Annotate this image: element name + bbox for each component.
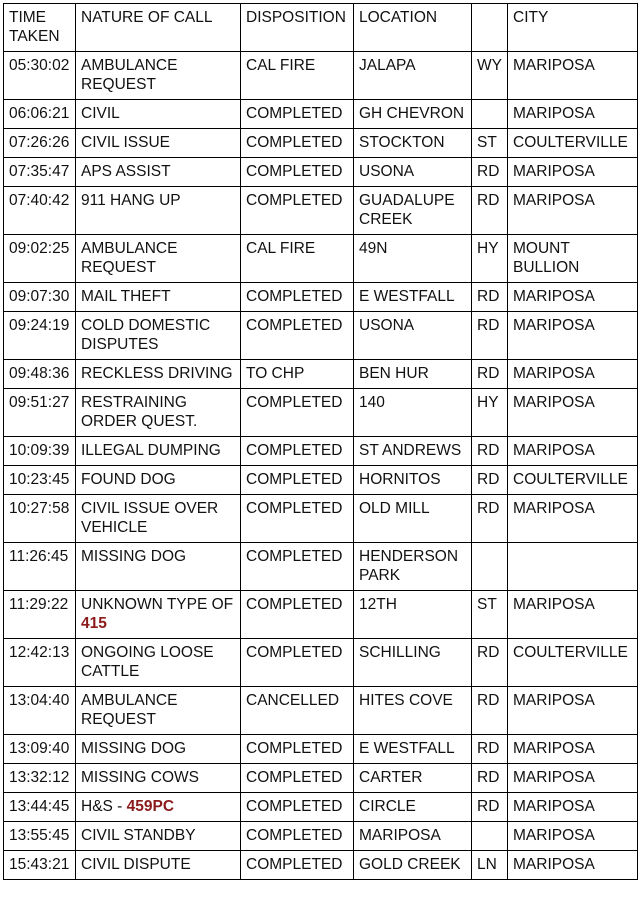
cell-time xyxy=(4,851,76,880)
cell-nature xyxy=(76,495,241,543)
cell-disposition-text: COMPLETED xyxy=(246,442,343,459)
cell-city xyxy=(508,235,638,283)
cell-time-text: 09:24:19 xyxy=(9,317,70,334)
cell-time-text: 09:07:30 xyxy=(9,288,70,305)
cell-location-text: BEN HUR xyxy=(359,365,429,382)
cell-time-text: 10:09:39 xyxy=(9,442,70,459)
cell-city xyxy=(508,687,638,735)
cell-location-text: 12TH xyxy=(359,596,397,613)
table-row xyxy=(4,639,638,687)
cell-city-text: MOUNT BULLION xyxy=(513,240,580,276)
cell-disposition-text: CAL FIRE xyxy=(246,240,316,257)
cell-city xyxy=(508,591,638,639)
cell-nature-text: APS ASSIST xyxy=(81,163,171,180)
cell-time-text: 13:04:40 xyxy=(9,692,70,709)
cell-disposition xyxy=(241,389,354,437)
cell-location-text: 140 xyxy=(359,394,385,411)
cell-location-text: HITES COVE xyxy=(359,692,453,709)
cell-location-text: HORNITOS xyxy=(359,471,441,488)
header-road-type xyxy=(472,4,508,52)
cell-city xyxy=(508,100,638,129)
cell-time-text: 13:32:12 xyxy=(9,769,70,786)
cell-time-text: 12:42:13 xyxy=(9,644,70,661)
cell-road-type-text: ST xyxy=(477,596,497,613)
cell-disposition xyxy=(241,764,354,793)
cell-city-text: MARIPOSA xyxy=(513,798,595,815)
cell-nature xyxy=(76,687,241,735)
cell-city-text: MARIPOSA xyxy=(513,105,595,122)
table-row xyxy=(4,466,638,495)
cell-location xyxy=(354,187,472,235)
cell-location xyxy=(354,235,472,283)
header-location: LOCATION xyxy=(354,4,472,52)
cell-road-type xyxy=(472,52,508,100)
cell-disposition-text: CAL FIRE xyxy=(246,57,316,74)
cell-nature-text: ONGOING LOOSE CATTLE xyxy=(81,644,214,680)
cell-location xyxy=(354,822,472,851)
cell-time-text: 13:55:45 xyxy=(9,827,70,844)
cell-city-text: MARIPOSA xyxy=(513,692,595,709)
cell-city xyxy=(508,764,638,793)
cell-disposition xyxy=(241,100,354,129)
penal-code-text: 415 xyxy=(81,615,107,632)
cell-nature xyxy=(76,735,241,764)
cell-road-type xyxy=(472,495,508,543)
penal-code-text: 459PC xyxy=(126,798,175,815)
cell-location-text: OLD MILL xyxy=(359,500,430,517)
cell-location xyxy=(354,52,472,100)
cell-city-text: MARIPOSA xyxy=(513,192,595,209)
cell-time xyxy=(4,639,76,687)
cell-time-text: 07:35:47 xyxy=(9,163,70,180)
cell-road-type xyxy=(472,283,508,312)
cell-city-text: MARIPOSA xyxy=(513,856,595,873)
cell-time xyxy=(4,100,76,129)
cell-location-text: CIRCLE xyxy=(359,798,416,815)
cell-disposition xyxy=(241,851,354,880)
table-row xyxy=(4,52,638,100)
cell-disposition-text: COMPLETED xyxy=(246,134,343,151)
cell-city xyxy=(508,312,638,360)
cell-city-text: MARIPOSA xyxy=(513,288,595,305)
cell-city-text: MARIPOSA xyxy=(513,596,595,613)
cell-disposition-text: COMPLETED xyxy=(246,740,343,757)
cell-nature-text: CIVIL DISPUTE xyxy=(81,856,191,873)
table-row xyxy=(4,591,638,639)
cell-time-text: 09:51:27 xyxy=(9,394,70,411)
table-row xyxy=(4,158,638,187)
header-disposition: DISPOSITION xyxy=(241,4,354,52)
cell-city xyxy=(508,543,638,591)
table-row xyxy=(4,235,638,283)
call-log-body xyxy=(4,52,638,880)
table-row xyxy=(4,129,638,158)
cell-time xyxy=(4,187,76,235)
table-row xyxy=(4,764,638,793)
cell-disposition xyxy=(241,158,354,187)
cell-road-type xyxy=(472,851,508,880)
cell-location-text: E WESTFALL xyxy=(359,740,455,757)
call-log-table xyxy=(3,3,638,880)
cell-nature-text: AMBULANCE REQUEST xyxy=(81,240,178,276)
cell-road-type xyxy=(472,591,508,639)
cell-city xyxy=(508,851,638,880)
cell-time-text: 07:40:42 xyxy=(9,192,70,209)
cell-city-text: MARIPOSA xyxy=(513,163,595,180)
header-nature-of-call: NATURE OF CALL xyxy=(76,4,241,52)
cell-nature xyxy=(76,437,241,466)
cell-city xyxy=(508,735,638,764)
cell-road-type xyxy=(472,389,508,437)
cell-location xyxy=(354,100,472,129)
cell-time-text: 10:23:45 xyxy=(9,471,70,488)
cell-city xyxy=(508,389,638,437)
cell-city xyxy=(508,822,638,851)
cell-nature xyxy=(76,389,241,437)
table-row xyxy=(4,851,638,880)
cell-time xyxy=(4,687,76,735)
cell-time xyxy=(4,466,76,495)
cell-time xyxy=(4,389,76,437)
cell-road-type-text: RD xyxy=(477,644,500,661)
cell-road-type-text: RD xyxy=(477,471,500,488)
cell-nature xyxy=(76,235,241,283)
cell-nature-text: COLD DOMESTIC DISPUTES xyxy=(81,317,211,353)
cell-disposition-text: COMPLETED xyxy=(246,500,343,517)
cell-location xyxy=(354,687,472,735)
cell-time-text: 11:29:22 xyxy=(9,596,69,613)
cell-nature-text: ILLEGAL DUMPING xyxy=(81,442,221,459)
cell-nature-text: CIVIL ISSUE xyxy=(81,134,171,151)
cell-disposition xyxy=(241,437,354,466)
cell-disposition xyxy=(241,129,354,158)
header-row xyxy=(4,4,638,52)
cell-road-type xyxy=(472,437,508,466)
cell-city-text: MARIPOSA xyxy=(513,57,595,74)
cell-road-type xyxy=(472,735,508,764)
cell-road-type-text: LN xyxy=(477,856,497,873)
cell-disposition-text: COMPLETED xyxy=(246,288,343,305)
cell-city xyxy=(508,283,638,312)
cell-road-type-text: RD xyxy=(477,769,500,786)
cell-road-type-text: RD xyxy=(477,442,500,459)
cell-disposition xyxy=(241,466,354,495)
cell-location-text: STOCKTON xyxy=(359,134,445,151)
cell-city-text: MARIPOSA xyxy=(513,769,595,786)
table-row xyxy=(4,793,638,822)
cell-location xyxy=(354,129,472,158)
cell-city xyxy=(508,129,638,158)
cell-road-type-text: HY xyxy=(477,394,499,411)
table-row xyxy=(4,495,638,543)
cell-disposition xyxy=(241,283,354,312)
cell-road-type xyxy=(472,360,508,389)
cell-disposition-text: COMPLETED xyxy=(246,798,343,815)
cell-disposition-text: TO CHP xyxy=(246,365,305,382)
cell-disposition xyxy=(241,360,354,389)
cell-road-type xyxy=(472,129,508,158)
cell-time xyxy=(4,312,76,360)
cell-city xyxy=(508,495,638,543)
cell-nature xyxy=(76,52,241,100)
cell-time xyxy=(4,283,76,312)
cell-location-text: USONA xyxy=(359,163,415,180)
cell-road-type-text: RD xyxy=(477,163,500,180)
cell-time xyxy=(4,52,76,100)
cell-nature xyxy=(76,543,241,591)
cell-disposition xyxy=(241,495,354,543)
cell-location xyxy=(354,543,472,591)
cell-disposition xyxy=(241,235,354,283)
cell-road-type xyxy=(472,187,508,235)
cell-city xyxy=(508,360,638,389)
cell-disposition-text: COMPLETED xyxy=(246,769,343,786)
cell-city-text: MARIPOSA xyxy=(513,317,595,334)
cell-location-text: ST ANDREWS xyxy=(359,442,462,459)
cell-road-type xyxy=(472,312,508,360)
cell-city xyxy=(508,187,638,235)
cell-disposition-text: COMPLETED xyxy=(246,856,343,873)
cell-time-text: 13:09:40 xyxy=(9,740,70,757)
cell-road-type xyxy=(472,639,508,687)
cell-nature xyxy=(76,100,241,129)
cell-location xyxy=(354,793,472,822)
cell-time xyxy=(4,129,76,158)
cell-time-text: 15:43:21 xyxy=(9,856,70,873)
cell-nature xyxy=(76,793,241,822)
cell-location xyxy=(354,735,472,764)
cell-city xyxy=(508,793,638,822)
cell-city xyxy=(508,158,638,187)
cell-disposition-text: COMPLETED xyxy=(246,596,343,613)
cell-location xyxy=(354,639,472,687)
cell-location xyxy=(354,360,472,389)
cell-time xyxy=(4,591,76,639)
cell-disposition xyxy=(241,822,354,851)
cell-location-text: GUADALUPE CREEK xyxy=(359,192,455,228)
cell-time xyxy=(4,437,76,466)
cell-nature-text: 911 HANG UP xyxy=(81,192,181,209)
cell-disposition xyxy=(241,543,354,591)
cell-city-text: MARIPOSA xyxy=(513,442,595,459)
cell-nature-text: MAIL THEFT xyxy=(81,288,171,305)
cell-disposition xyxy=(241,735,354,764)
cell-nature xyxy=(76,158,241,187)
cell-disposition xyxy=(241,687,354,735)
cell-city-text: MARIPOSA xyxy=(513,394,595,411)
cell-location xyxy=(354,389,472,437)
cell-time xyxy=(4,495,76,543)
cell-city-text: COULTERVILLE xyxy=(513,644,628,661)
cell-city-text: COULTERVILLE xyxy=(513,471,628,488)
cell-location-text: 49N xyxy=(359,240,388,257)
cell-road-type-text: RD xyxy=(477,317,500,334)
cell-disposition-text: COMPLETED xyxy=(246,471,343,488)
cell-time xyxy=(4,735,76,764)
cell-location xyxy=(354,851,472,880)
cell-location xyxy=(354,312,472,360)
cell-nature-text: FOUND DOG xyxy=(81,471,176,488)
cell-location-text: CARTER xyxy=(359,769,423,786)
table-row xyxy=(4,735,638,764)
cell-nature xyxy=(76,312,241,360)
cell-nature-text: AMBULANCE REQUEST xyxy=(81,692,178,728)
cell-city xyxy=(508,52,638,100)
cell-disposition-text: CANCELLED xyxy=(246,692,340,709)
cell-location-text: SCHILLING xyxy=(359,644,441,661)
cell-city xyxy=(508,466,638,495)
cell-nature xyxy=(76,283,241,312)
cell-road-type xyxy=(472,822,508,851)
cell-road-type-text: RD xyxy=(477,365,500,382)
cell-nature-text: RECKLESS DRIVING xyxy=(81,365,233,382)
cell-city-text: MARIPOSA xyxy=(513,500,595,517)
cell-time-text: 13:44:45 xyxy=(9,798,70,815)
cell-city xyxy=(508,437,638,466)
cell-nature-text: UNKNOWN TYPE OF xyxy=(81,596,234,613)
cell-nature xyxy=(76,360,241,389)
cell-time-text: 11:26:45 xyxy=(9,548,69,565)
cell-city-text: MARIPOSA xyxy=(513,740,595,757)
cell-time xyxy=(4,360,76,389)
cell-location-text: USONA xyxy=(359,317,415,334)
cell-disposition-text: COMPLETED xyxy=(246,644,343,661)
cell-location xyxy=(354,158,472,187)
cell-location-text: HENDERSON PARK xyxy=(359,548,459,584)
cell-nature xyxy=(76,466,241,495)
cell-nature xyxy=(76,591,241,639)
cell-disposition-text: COMPLETED xyxy=(246,394,343,411)
table-row xyxy=(4,312,638,360)
cell-time xyxy=(4,543,76,591)
cell-road-type xyxy=(472,235,508,283)
cell-disposition xyxy=(241,591,354,639)
cell-road-type-text: WY xyxy=(477,57,502,74)
cell-nature-text: MISSING COWS xyxy=(81,769,199,786)
cell-nature-text: AMBULANCE REQUEST xyxy=(81,57,178,93)
cell-location-text: MARIPOSA xyxy=(359,827,441,844)
cell-time-text: 05:30:02 xyxy=(9,57,70,74)
cell-disposition-text: COMPLETED xyxy=(246,827,343,844)
cell-time xyxy=(4,822,76,851)
cell-nature xyxy=(76,129,241,158)
cell-disposition-text: COMPLETED xyxy=(246,105,343,122)
cell-road-type xyxy=(472,793,508,822)
cell-road-type-text: RD xyxy=(477,692,500,709)
cell-disposition-text: COMPLETED xyxy=(246,548,343,565)
cell-location xyxy=(354,495,472,543)
cell-time-text: 10:27:58 xyxy=(9,500,70,517)
cell-time-text: 09:02:25 xyxy=(9,240,70,257)
cell-road-type-text: ST xyxy=(477,134,497,151)
cell-disposition-text: COMPLETED xyxy=(246,163,343,180)
table-row xyxy=(4,100,638,129)
cell-nature-text: MISSING DOG xyxy=(81,548,187,565)
cell-city-text: MARIPOSA xyxy=(513,365,595,382)
cell-road-type xyxy=(472,100,508,129)
cell-nature xyxy=(76,187,241,235)
cell-nature-text: RESTRAINING ORDER QUEST. xyxy=(81,394,198,430)
cell-city-text: MARIPOSA xyxy=(513,827,595,844)
cell-city xyxy=(508,639,638,687)
cell-time-text: 06:06:21 xyxy=(9,105,70,122)
table-row xyxy=(4,543,638,591)
cell-road-type-text: RD xyxy=(477,192,500,209)
cell-nature-text: CIVIL STANDBY xyxy=(81,827,196,844)
table-row xyxy=(4,187,638,235)
cell-road-type xyxy=(472,543,508,591)
header-time-taken: TIME TAKEN xyxy=(4,4,76,52)
cell-nature-text: H&S - xyxy=(81,798,127,815)
cell-road-type xyxy=(472,764,508,793)
cell-time xyxy=(4,793,76,822)
cell-nature-text: MISSING DOG xyxy=(81,740,187,757)
cell-disposition xyxy=(241,793,354,822)
cell-road-type-text: RD xyxy=(477,500,500,517)
cell-location xyxy=(354,764,472,793)
cell-road-type-text: RD xyxy=(477,740,500,757)
header-city: CITY xyxy=(508,4,638,52)
cell-disposition-text: COMPLETED xyxy=(246,317,343,334)
cell-disposition xyxy=(241,312,354,360)
cell-disposition-text: COMPLETED xyxy=(246,192,343,209)
cell-road-type xyxy=(472,687,508,735)
cell-city-text: COULTERVILLE xyxy=(513,134,628,151)
cell-nature xyxy=(76,851,241,880)
table-row xyxy=(4,822,638,851)
cell-time xyxy=(4,158,76,187)
cell-location xyxy=(354,466,472,495)
cell-time-text: 07:26:26 xyxy=(9,134,70,151)
cell-nature xyxy=(76,822,241,851)
cell-nature xyxy=(76,639,241,687)
cell-disposition xyxy=(241,52,354,100)
table-row xyxy=(4,437,638,466)
cell-time xyxy=(4,235,76,283)
cell-road-type-text: RD xyxy=(477,288,500,305)
cell-nature-text: CIVIL ISSUE OVER VEHICLE xyxy=(81,500,219,536)
cell-time xyxy=(4,764,76,793)
table-row xyxy=(4,389,638,437)
cell-time-text: 09:48:36 xyxy=(9,365,70,382)
cell-disposition xyxy=(241,639,354,687)
cell-nature xyxy=(76,764,241,793)
cell-location xyxy=(354,283,472,312)
cell-disposition xyxy=(241,187,354,235)
cell-location xyxy=(354,591,472,639)
cell-nature-text: CIVIL xyxy=(81,105,120,122)
cell-road-type-text: RD xyxy=(477,798,500,815)
cell-road-type xyxy=(472,466,508,495)
cell-location-text: E WESTFALL xyxy=(359,288,455,305)
cell-location-text: GH CHEVRON xyxy=(359,105,465,122)
cell-location-text: JALAPA xyxy=(359,57,416,74)
cell-location-text: GOLD CREEK xyxy=(359,856,461,873)
cell-road-type-text: HY xyxy=(477,240,499,257)
table-row xyxy=(4,360,638,389)
table-row xyxy=(4,687,638,735)
cell-road-type xyxy=(472,158,508,187)
table-row xyxy=(4,283,638,312)
cell-location xyxy=(354,437,472,466)
